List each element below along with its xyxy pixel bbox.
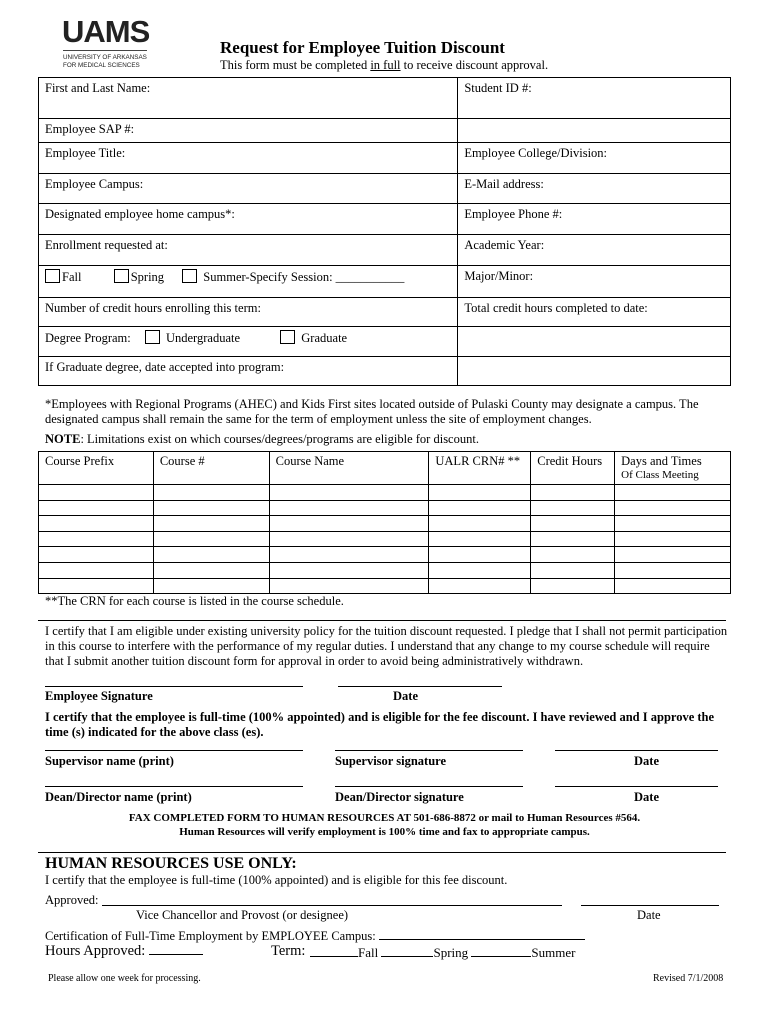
email-label: E-Mail address: (464, 177, 544, 191)
employee-title-field[interactable] (39, 143, 458, 174)
course-cell[interactable] (269, 531, 429, 547)
fall-blank[interactable] (310, 956, 358, 957)
degree-program-label: Degree Program: (45, 331, 131, 345)
uams-logo: UAMS (62, 14, 150, 49)
spring-label: Spring (130, 270, 165, 284)
employee-sap-label: Employee SAP #: (45, 122, 135, 136)
course-cell[interactable] (429, 485, 531, 501)
course-row (39, 547, 731, 563)
hours-approved-label: Hours Approved: (45, 943, 146, 959)
phone-field[interactable] (458, 204, 731, 235)
note-text: : Limitations exist on which courses/degrees/programs are eligible for discount. (80, 432, 479, 446)
empty-cell (458, 119, 731, 143)
course-cell[interactable] (269, 516, 429, 532)
credit-hours-total-field[interactable] (458, 298, 731, 327)
course-cell[interactable] (429, 516, 531, 532)
course-cell[interactable] (39, 547, 154, 563)
employee-title-label: Employee Title: (45, 146, 126, 160)
supervisor-signature-line[interactable] (335, 750, 523, 751)
course-cell[interactable] (531, 547, 615, 563)
logo-line-2: FOR MEDICAL SCIENCES (63, 62, 140, 69)
home-campus-label: Designated employee home campus*: (45, 207, 235, 221)
course-cell[interactable] (429, 562, 531, 578)
divider (38, 620, 726, 621)
summer-label: Summer-Specify Session: ___________ (203, 270, 405, 284)
supervisor-name-label: Supervisor name (print) (45, 754, 174, 768)
course-cell[interactable] (39, 531, 154, 547)
employee-sap-field[interactable] (39, 119, 458, 143)
employee-signature-label: Employee Signature (45, 689, 153, 703)
course-cell[interactable] (531, 500, 615, 516)
credit-hours-total-label: Total credit hours completed to date: (464, 301, 648, 315)
note-label: NOTE (45, 432, 81, 446)
fall-checkbox[interactable] (45, 269, 60, 283)
employee-college-label: Employee College/Division: (464, 146, 608, 160)
undergraduate-checkbox[interactable] (145, 330, 160, 344)
certification-employment (45, 929, 585, 944)
vice-chancellor-label: Vice Chancellor and Provost (or designee) (136, 908, 349, 922)
supervisor-signature-label: Supervisor signature (335, 754, 447, 768)
course-cell[interactable] (153, 578, 269, 594)
dean-name-line[interactable] (45, 786, 303, 787)
summer-blank[interactable] (471, 956, 531, 957)
course-cell[interactable] (615, 547, 731, 563)
revision-date: Revised 7/1/2008 (653, 973, 724, 984)
email-field[interactable] (458, 174, 731, 204)
course-cell[interactable] (615, 562, 731, 578)
dean-date-line[interactable] (555, 786, 718, 787)
col-course-prefix: Course Prefix (39, 452, 154, 485)
employee-campus-field[interactable] (39, 174, 458, 204)
certification-campus-line[interactable] (379, 939, 585, 940)
ahec-note: *Employees with Regional Programs (AHEC) and Kids First sites located outside of Pulaski County may designate a campus. The designated campus shall remain the same for the term of employment unless the site of employment changes. (45, 397, 699, 426)
crn-note: **The CRN for each course is listed in the course schedule. (45, 594, 344, 608)
employee-date-line[interactable] (338, 686, 502, 687)
empty-cell (458, 357, 731, 386)
course-cell[interactable] (531, 562, 615, 578)
employee-campus-label: Employee Campus: (45, 177, 144, 191)
col-course-number: Course # (153, 452, 269, 485)
course-cell[interactable] (429, 578, 531, 594)
term-selection (39, 266, 458, 298)
dean-date-label: Date (634, 790, 659, 804)
dean-signature-line[interactable] (335, 786, 523, 787)
course-cell[interactable] (615, 485, 731, 501)
course-cell[interactable] (39, 516, 154, 532)
supervisor-date-line[interactable] (555, 750, 718, 751)
course-cell[interactable] (39, 485, 154, 501)
major-minor-label: Major/Minor: (464, 269, 534, 283)
credit-hours-term-label: Number of credit hours enrolling this term: (45, 301, 261, 315)
course-cell[interactable] (531, 578, 615, 594)
course-cell[interactable] (615, 578, 731, 594)
course-cell[interactable] (153, 547, 269, 563)
course-cell[interactable] (269, 547, 429, 563)
employee-info-table (38, 77, 731, 386)
logo-line-1: UNIVERSITY OF ARKANSAS (63, 54, 147, 61)
subtitle-pre: This form must be completed (220, 58, 371, 72)
course-cell[interactable] (153, 531, 269, 547)
course-row (39, 531, 731, 547)
course-header-row (39, 452, 731, 485)
approved-label: Approved: (45, 893, 99, 907)
graduate-label: Graduate (301, 331, 348, 345)
subtitle-post: to receive discount approval. (400, 58, 549, 72)
course-row (39, 485, 731, 501)
col-crn: UALR CRN# ** (429, 452, 531, 485)
academic-year-field[interactable] (458, 235, 731, 266)
term-label: Term: (271, 943, 306, 959)
course-cell[interactable] (531, 485, 615, 501)
divider (38, 852, 726, 853)
term-options (310, 945, 575, 961)
major-minor-field[interactable] (458, 266, 731, 298)
academic-year-label: Academic Year: (464, 238, 545, 252)
course-row (39, 516, 731, 532)
hr-spring-label: Spring (433, 945, 469, 960)
course-cell[interactable] (39, 500, 154, 516)
employee-college-field[interactable] (458, 143, 731, 174)
graduate-checkbox[interactable] (280, 330, 295, 344)
course-cell[interactable] (153, 500, 269, 516)
dean-signature-label: Dean/Director signature (335, 790, 464, 804)
degree-program-selection (39, 327, 458, 357)
course-cell[interactable] (429, 531, 531, 547)
spring-checkbox[interactable] (114, 269, 129, 283)
subtitle-underlined: in full (370, 58, 401, 72)
approved-date-line[interactable] (581, 905, 719, 906)
student-id-label: Student ID #: (464, 81, 532, 95)
hr-fall-label: Fall (358, 945, 379, 960)
fax-instruction: FAX COMPLETED FORM TO HUMAN RESOURCES AT 501-686-8872 or mail to Human Resources #564. (128, 812, 641, 824)
approved-signature-line[interactable] (102, 905, 562, 906)
course-cell[interactable] (615, 531, 731, 547)
course-cell[interactable] (153, 516, 269, 532)
days-times-sub: Of Class Meeting (621, 469, 699, 481)
course-cell[interactable] (531, 531, 615, 547)
logo-rule (63, 50, 147, 51)
form-title: Request for Employee Tuition Discount (220, 38, 505, 57)
enrollment-field[interactable] (39, 235, 458, 266)
days-times-label: Days and Times (621, 454, 702, 468)
hr-date-label: Date (637, 908, 661, 922)
logo-subtitle (63, 54, 147, 70)
course-cell[interactable] (269, 562, 429, 578)
course-rows (39, 485, 731, 594)
hr-certify: I certify that the employee is full-time (100% appointed) and is eligible for this fee discount. (45, 873, 508, 887)
course-cell[interactable] (269, 578, 429, 594)
spring-blank[interactable] (381, 956, 433, 957)
course-cell[interactable] (269, 500, 429, 516)
employee-certification: I certify that I am eligible under existing university policy for the tuition discount requested. I pledge that I shall not permit participation in this course to interfere with the performance of my regular duties. I understand that any change to my course schedule will require that I submit another tuition discount form for approval in order to avoid being administratively withdrawn. (45, 624, 728, 668)
dean-name-label: Dean/Director name (print) (45, 790, 192, 804)
course-cell[interactable] (153, 562, 269, 578)
hours-approved (45, 943, 203, 960)
col-days-times (615, 452, 731, 485)
phone-label: Employee Phone #: (464, 207, 563, 221)
fall-label: Fall (62, 270, 82, 284)
student-id-field[interactable] (458, 78, 731, 119)
home-campus-field[interactable] (39, 204, 458, 235)
supervisor-name-line[interactable] (45, 750, 303, 751)
course-cell[interactable] (153, 485, 269, 501)
course-cell[interactable] (531, 516, 615, 532)
course-cell[interactable] (615, 500, 731, 516)
hours-approved-line[interactable] (149, 954, 203, 955)
supervisor-date-label: Date (634, 754, 659, 768)
course-cell[interactable] (429, 500, 531, 516)
hr-summer-label: Summer (531, 945, 576, 960)
hr-use-only-title: HUMAN RESOURCES USE ONLY: (45, 855, 297, 872)
first-last-name-label: First and Last Name: (45, 81, 151, 95)
undergraduate-label: Undergraduate (165, 331, 241, 345)
course-table (38, 451, 731, 594)
course-cell[interactable] (39, 578, 154, 594)
credit-hours-term-field[interactable] (39, 298, 458, 327)
course-cell[interactable] (39, 562, 154, 578)
summer-checkbox[interactable] (182, 269, 197, 283)
limitations-note (45, 432, 479, 447)
processing-note: Please allow one week for processing. (48, 973, 201, 984)
course-row (39, 578, 731, 594)
course-cell[interactable] (269, 485, 429, 501)
col-credit-hours: Credit Hours (531, 452, 615, 485)
form-subtitle (220, 58, 548, 73)
employee-signature-line[interactable] (45, 686, 303, 687)
certification-label: Certification of Full-Time Employment by EMPLOYEE Campus: (45, 929, 376, 943)
col-course-name: Course Name (269, 452, 429, 485)
first-last-name-field[interactable] (39, 78, 458, 119)
empty-cell (458, 327, 731, 357)
course-row (39, 500, 731, 516)
supervisor-statement: I certify that the employee is full-time (100% appointed) and is eligible for the fee discount. I have reviewed and I approve the time (s) indicated for the above class (es). (45, 710, 715, 739)
graduate-date-field[interactable] (39, 357, 458, 386)
course-cell[interactable] (429, 547, 531, 563)
hr-verify-note: Human Resources will verify employment is 100% time and fax to appropriate campus. (179, 826, 590, 838)
course-row (39, 562, 731, 578)
employee-date-label: Date (393, 689, 418, 703)
graduate-date-label: If Graduate degree, date accepted into program: (45, 360, 285, 374)
enrollment-label: Enrollment requested at: (45, 238, 168, 252)
course-cell[interactable] (615, 516, 731, 532)
